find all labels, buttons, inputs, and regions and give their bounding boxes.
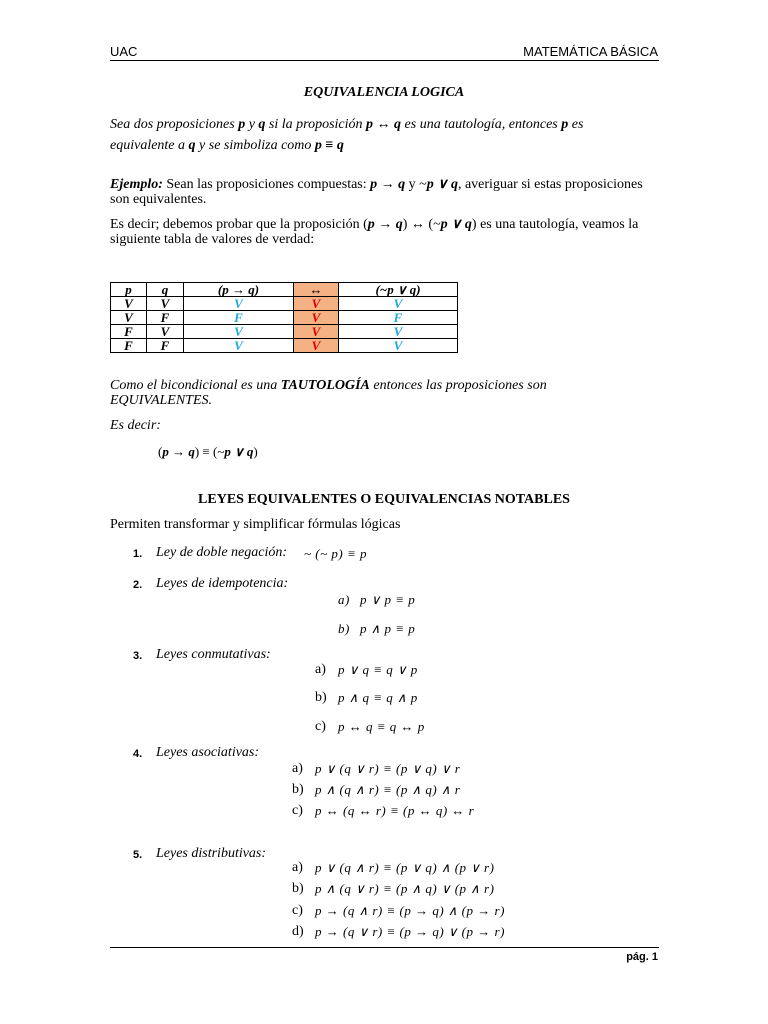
conclusion-es-decir: Es decir: [110,418,161,433]
law-title: Leyes conmutativas: [156,647,271,662]
cell-biconditional: V [294,297,339,311]
law-number: 4. [133,748,143,760]
law-number: 1. [133,548,143,560]
cell-p: F [111,325,147,339]
law-item-label: a) [292,860,303,875]
law-title: Leyes asociativas: [156,745,260,760]
conclusion-line-2: EQUIVALENTES. [110,393,213,408]
table-row [111,325,458,339]
definition-line-1: Sea dos proposiciones p y q si la proposición p ↔ q es una tautología, entonces p es [110,117,584,132]
law-expression: p ∨ (q ∨ r) ≡ (p ∨ q) ∨ r [315,761,461,776]
es-decir-line-2: siguiente tabla de valores de verdad: [110,232,315,247]
cell-p: V [111,297,147,311]
section-title: EQUIVALENCIA LOGICA [303,85,465,100]
law-expression: p → (q ∧ r) ≡ (p → q) ∧ (p → r) [315,903,505,918]
law-item-label: b) [315,690,327,705]
law-expression: p ∨ q ≡ q ∨ p [338,662,418,677]
law-expression: p ∧ (q ∧ r) ≡ (p ∧ q) ∧ r [315,782,461,797]
definition-line-2: equivalente a q y se simboliza como p ≡ q [110,138,344,153]
law-item-label: b) [292,881,304,896]
law-expression: ~ (~ p) ≡ p [304,546,367,561]
law-number: 3. [133,650,143,662]
header-implication: (p → q) [184,283,294,297]
law-expression: p → (q ∨ r) ≡ (p → q) ∨ (p → r) [315,924,505,939]
law-number: 5. [133,849,143,861]
law-expression: p ∧ q ≡ q ∧ p [338,690,418,705]
page-number: pág. 1 [626,951,658,963]
cell-implication: V [184,297,294,311]
law-expression: p ∨ p ≡ p [360,592,416,607]
cell-biconditional: V [294,339,339,353]
cell-p: V [111,311,147,325]
law-expression: p ∧ (q ∨ r) ≡ (p ∧ q) ∨ (p ∧ r) [315,881,495,896]
law-item-label: b) [292,782,304,797]
header-divider [110,60,659,61]
truth-table [110,282,458,353]
law-expression: p ∨ (q ∧ r) ≡ (p ∨ q) ∧ (p ∨ r) [315,860,495,875]
cell-implication: V [184,339,294,353]
cell-q: V [147,325,184,339]
cell-biconditional: V [294,311,339,325]
law-number: 2. [133,579,143,591]
header-left: UAC [110,44,138,59]
cell-p: F [111,339,147,353]
laws-subtitle: Permiten transformar y simplificar fórmulas lógicas [110,517,401,532]
example-line-2: son equivalentes. [110,192,207,207]
header-p: p [111,283,147,297]
law-item-label: a) [315,662,326,677]
law-title: Leyes distributivas: [156,846,267,861]
cell-disjunction: V [339,325,458,339]
cell-biconditional: V [294,325,339,339]
es-decir-line-1: Es decir; debemos probar que la proposición (p → q) ↔ (~p ∨ q) es una tautología, veamos la [110,217,639,232]
cell-implication: V [184,325,294,339]
law-title: Leyes de idempotencia: [156,576,289,591]
header-biconditional: ↔ [294,283,339,297]
cell-disjunction: V [339,297,458,311]
header-q: q [147,283,184,297]
cell-disjunction: F [339,311,458,325]
truth-table-header [111,283,458,297]
table-row [111,311,458,325]
law-item-label: b) [338,621,350,636]
cell-q: V [147,297,184,311]
law-expression: p ↔ (q ↔ r) ≡ (p ↔ q) ↔ r [315,803,475,818]
law-item-label: c) [315,719,326,734]
law-item-label: c) [292,903,303,918]
conclusion-line-1: Como el bicondicional es una TAUTOLOGÍA entonces las proposiciones son [110,378,547,393]
cell-disjunction: V [339,339,458,353]
header-right: MATEMÁTICA BÁSICA [523,44,658,59]
law-title: Ley de doble negación: [156,545,288,560]
table-row [111,339,458,353]
table-row [111,297,458,311]
laws-title: LEYES EQUIVALENTES O EQUIVALENCIAS NOTABLES [198,492,570,507]
law-item-label: a) [338,592,350,607]
law-item-label: c) [292,803,303,818]
cell-implication: F [184,311,294,325]
law-expression: p ↔ q ≡ q ↔ p [338,719,425,734]
conclusion-formula: (p → q) ≡ (~p ∨ q) [158,444,258,459]
example-line-1: Ejemplo: Sean las proposiciones compuestas: p → q y ~p ∨ q, averiguar si estas proposiciones [110,177,643,192]
law-expression: p ∧ p ≡ p [360,621,416,636]
cell-q: F [147,311,184,325]
law-item-label: a) [292,761,303,776]
header-disjunction: (~p ∨ q) [339,283,458,297]
footer-divider [110,947,659,948]
cell-q: F [147,339,184,353]
law-item-label: d) [292,924,304,939]
